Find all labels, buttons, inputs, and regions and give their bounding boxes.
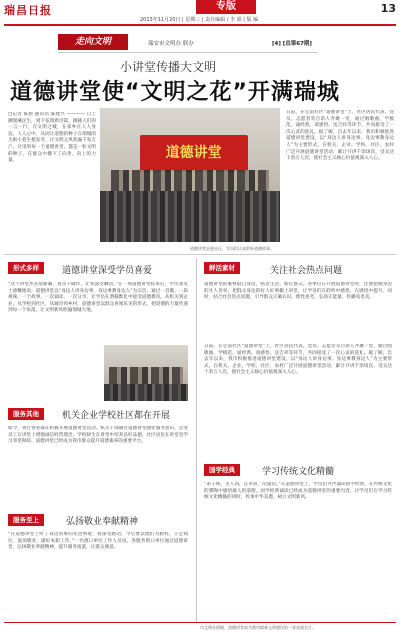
column-rule (58, 52, 318, 53)
photo-audience (100, 191, 280, 242)
section-label-3: 服务其他 (8, 408, 44, 420)
date-line: 2013年11月20日 | 星期三 | 责任编辑 / 李 娟 | 版 编 (140, 17, 259, 23)
article-headline: 道德讲堂使“文明之花”开满瑞城 (10, 80, 340, 105)
page-number: 13 (380, 2, 396, 15)
section-title-3: 机关企业学校社区都在开展 (62, 411, 171, 421)
photo-banner (140, 135, 248, 173)
section-tag: 专版 (196, 0, 256, 14)
section-photo (104, 345, 188, 401)
column-divider (196, 258, 197, 622)
edition-number: [4] [总第67期] (272, 41, 312, 47)
section-title-1: 道德讲堂深受学员喜爱 (62, 266, 153, 276)
column-meta: 瑞安市文明办 联办 (148, 41, 194, 47)
section-body-1: “这个讲堂形式很新颖，真实不做作，让我深受触动。”在一场道德讲堂结束后，学员张女士感慨地说。道德讲堂以“身边人讲身边事、身边事教身边人”为宗旨，通过一首歌、一段视频、一个故事、一次诵读、一次分享，让学员在潜移默化中接受道德教育。从机关到企业，从学校到社区，从城市到乡村，道德讲堂以群众喜闻乐见的形式，把道德的力量传递到每一个角落，让文明新风吹遍瑞城大地。 (8, 282, 188, 314)
section-divider-top (4, 254, 396, 255)
footer-note: 市文明办供稿，道德讲堂成为我市精神文明建设的一张亮丽名片。 (200, 625, 316, 630)
section-body-4: “弟子规，圣人训，首孝弟，次谨信。”在道德讲堂上，学员们齐声诵读国学经典，在传统文化的熏陶中感悟做人的道理。国学经典诵读已经成为道德讲堂的重要内容，让学员们在学习传统文化精髓的同时，传承中华美德，树立文明新风。 (204, 482, 392, 501)
article-right-column: 日前，在仓前社区“道德讲堂”上，社区居民代表、党员、志愿者等百余人齐聚一堂，通过唱歌曲、学模范、诵经典、谈感悟、送吉祥等环节，共同接受了一次心灵的洗礼。据了解，自去年以来，我市积极推进道德讲堂建设，以“身边人讲身边事、身边事教身边人”为主要形式，在机关、企业、学校、社区、农村广泛开展道德讲堂活动，累计开讲千余场次，受众达十余万人次，使社会主义核心价值观深入人心。 (286, 110, 394, 162)
section-body-2b: 日前，在仓前社区“道德讲堂”上，社区居民代表、党员、志愿者等百余人齐聚一堂，通过唱歌曲、学模范、诵经典、谈感悟、送吉祥等环节，共同接受了一次心灵的洗礼。据了解，自去年以来，我市积极推进道德讲堂建设，以“身边人讲身边事、身边事教身边人”为主要形式，在机关、企业、学校、社区、农村广泛开展道德讲堂活动，累计开讲千余场次，受众达十余万人次，使社会主义核心价值观深入人心。 (204, 344, 392, 376)
section-label-4: 国学经典 (204, 464, 240, 476)
column-logo: 走向文明 (58, 34, 128, 50)
section-body-3: 如今，各行各业都在积极开展道德讲堂活动。机关干部通过道德讲堂强化服务意识，企业员工在讲堂上增强诚信经营理念，学校师生在讲堂中培养良好品德，社区居民在讲堂里学习邻里和睦。道德讲堂已经成为我市群众提升道德素养的重要平台。 (8, 426, 188, 445)
masthead-rule (4, 24, 396, 26)
footer-rule (4, 622, 396, 623)
main-photo (100, 108, 280, 242)
section-title-5: 弘扬敬业奉献精神 (66, 517, 139, 527)
newspaper-name: 瑞昌日报 (4, 4, 52, 17)
section-body-2: 道德讲堂的素材取自身边，贴近生活，贴近群众。各单位在开展道德讲堂时，注重挖掘身边的凡人善举，把群众身边的好人好事搬上讲堂，让学员们在聆听中感悟，在感悟中提升。同时，结合社会热点问题，引导群众正确认识、理性思考，弘扬正能量，传播真善美。 (204, 282, 392, 301)
section-title-2: 关注社会热点问题 (270, 266, 343, 276)
section-photo-audience (104, 384, 188, 401)
article-intro: □记者 陈艳 通讯员 陈建兴 ———— 自上溯瑞溪民生，到下弦瑞新诗篇，跟随人们的一言一行，在文明之城，在家乡在人人身边，人人心中，从而让道德的种子在瑞城的大街小巷生根发芽，让文明之风吹遍千家万户。这里的每一个道德讲堂，都是一粒文明的种子，在群众中播下了向善、向上的力量。 (8, 112, 96, 164)
photo-caption: 道德讲堂走进社区，学员们认真聆听道德故事。 (190, 246, 274, 251)
photo-banner-text: 道德讲堂 (165, 144, 222, 161)
article-subhead: 小讲堂传播大文明 (120, 60, 217, 74)
section-title-4: 学习传统文化精髓 (262, 467, 335, 477)
section-body-5: “在道德讲堂上听了身边同事的先进事迹，我深受感动，今后要以他们为榜样，立足岗位，爱岗敬业，做好本职工作。”一名窗口单位工作人员说。各服务窗口单位通过道德讲堂，弘扬敬业奉献精神，提升服务质量，让群众满意。 (8, 532, 188, 551)
section-label-1: 形式多样 (8, 262, 44, 274)
section-label-5: 服务至上 (8, 514, 44, 526)
section-label-2: 鲜活素材 (204, 262, 240, 274)
